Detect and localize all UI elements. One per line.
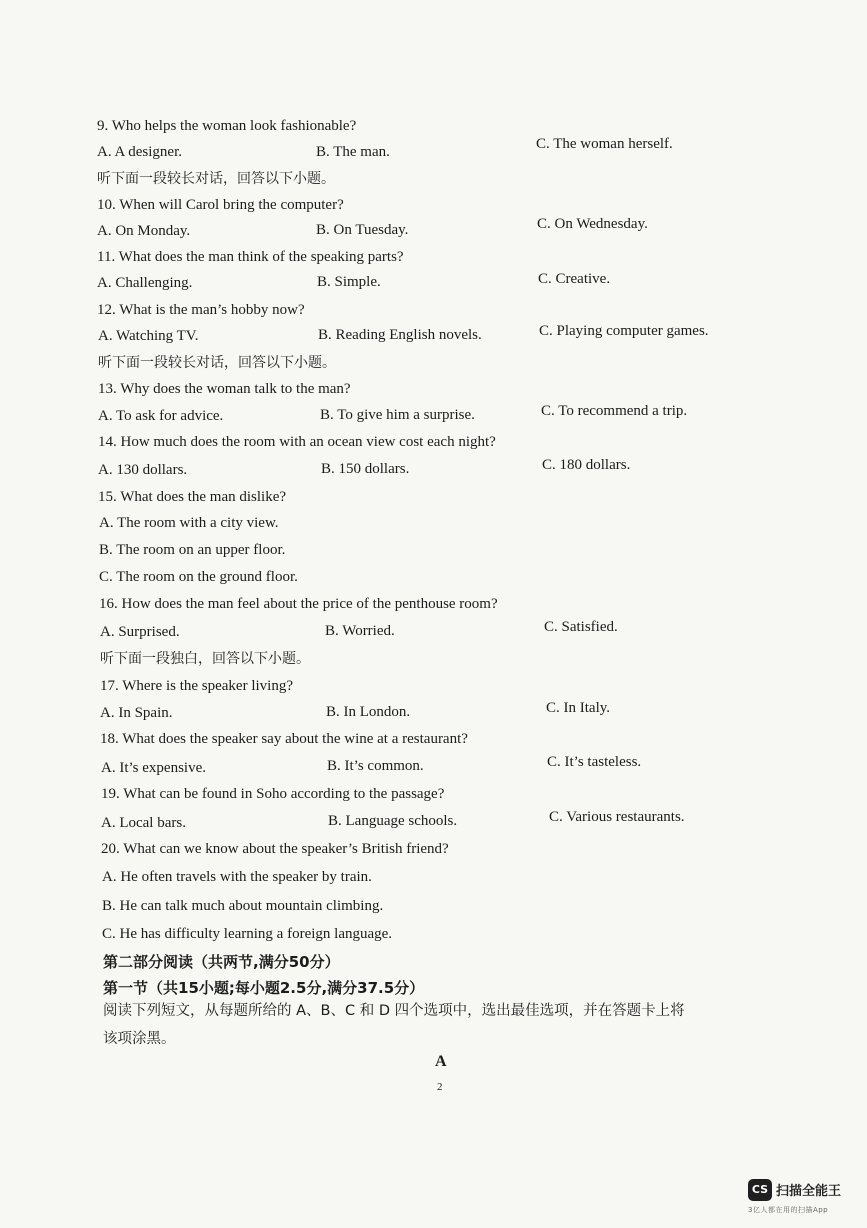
q9-option-c: C. The woman herself. bbox=[536, 136, 673, 152]
q18-option-b: B. It’s common. bbox=[327, 758, 424, 774]
question-17: 17. Where is the speaker living? bbox=[100, 678, 293, 694]
scanner-watermark bbox=[748, 1177, 856, 1223]
q11-option-b: B. Simple. bbox=[317, 274, 381, 290]
q12-option-a: A. Watching TV. bbox=[98, 328, 199, 344]
question-19: 19. What can be found in Soho according to the passage? bbox=[101, 786, 445, 802]
instruction-monologue: 听下面一段独白，回答以下小题。 bbox=[100, 651, 310, 667]
q15-option-c: C. The room on the ground floor. bbox=[99, 569, 298, 585]
question-16: 16. How does the man feel about the price of the penthouse room? bbox=[99, 596, 498, 612]
q11-option-c: C. Creative. bbox=[538, 271, 611, 287]
q14-option-c: C. 180 dollars. bbox=[542, 457, 631, 473]
q11-option-a: A. Challenging. bbox=[97, 275, 193, 291]
question-15: 15. What does the man dislike? bbox=[98, 489, 287, 505]
q19-option-b: B. Language schools. bbox=[328, 813, 458, 829]
passage-label: A bbox=[435, 1053, 447, 1070]
q13-option-b: B. To give him a surprise. bbox=[320, 407, 475, 423]
question-12: 12. What is the man’s hobby now? bbox=[97, 302, 305, 318]
question-10: 10. When will Carol bring the computer? bbox=[97, 197, 344, 213]
question-20: 20. What can we know about the speaker’s British friend? bbox=[101, 841, 449, 857]
q12-option-c: C. Playing computer games. bbox=[539, 323, 709, 339]
part2-directions: 阅读下列短文，从每题所给的 A、B、C 和 D 四个选项中，选出最佳选项，并在答题卡上将 bbox=[103, 1003, 685, 1019]
q15-option-a: A. The room with a city view. bbox=[99, 515, 279, 531]
instruction-long-dialogue: 听下面一段较长对话，回答以下小题。 bbox=[97, 171, 335, 187]
page-number: 2 bbox=[437, 1081, 443, 1093]
q20-option-b: B. He can talk much about mountain climbing. bbox=[102, 898, 384, 914]
q9-option-b: B. The man. bbox=[316, 144, 390, 160]
q17-option-b: B. In London. bbox=[326, 704, 411, 720]
q10-option-a: A. On Monday. bbox=[97, 223, 191, 239]
q19-option-c: C. Various restaurants. bbox=[549, 809, 685, 825]
instruction-long-dialogue-2: 听下面一段较长对话，回答以下小题。 bbox=[98, 355, 336, 371]
q14-option-b: B. 150 dollars. bbox=[321, 461, 410, 477]
q20-option-a: A. He often travels with the speaker by train. bbox=[102, 869, 372, 885]
question-14: 14. How much does the room with an ocean view cost each night? bbox=[98, 434, 496, 450]
question-11: 11. What does the man think of the speaking parts? bbox=[97, 249, 404, 265]
q19-option-a: A. Local bars. bbox=[101, 815, 186, 831]
watermark-title: 扫描全能王 bbox=[776, 1184, 842, 1199]
camscanner-logo-icon: CS bbox=[748, 1179, 772, 1201]
q18-option-c: C. It’s tasteless. bbox=[547, 754, 642, 770]
q12-option-b: B. Reading English novels. bbox=[318, 327, 482, 343]
q14-option-a: A. 130 dollars. bbox=[98, 462, 188, 478]
q10-option-b: B. On Tuesday. bbox=[316, 222, 409, 238]
q16-option-a: A. Surprised. bbox=[100, 624, 180, 640]
q13-option-c: C. To recommend a trip. bbox=[541, 403, 688, 419]
q20-option-c: C. He has difficulty learning a foreign language. bbox=[102, 926, 393, 942]
q17-option-a: A. In Spain. bbox=[100, 705, 173, 721]
part2-section1: 第一节（共15小题;每小题2.5分,满分37.5分） bbox=[103, 979, 425, 997]
question-13: 13. Why does the woman talk to the man? bbox=[98, 381, 351, 397]
q9-option-a: A. A designer. bbox=[97, 144, 182, 160]
q16-option-b: B. Worried. bbox=[325, 623, 395, 639]
watermark-subtitle: 3亿人都在用的扫描App bbox=[748, 1206, 829, 1214]
q15-option-b: B. The room on an upper floor. bbox=[99, 542, 286, 558]
part2-title: 第二部分阅读（共两节,满分50分） bbox=[103, 953, 340, 971]
q10-option-c: C. On Wednesday. bbox=[537, 216, 648, 232]
q13-option-a: A. To ask for advice. bbox=[98, 408, 224, 424]
q16-option-c: C. Satisfied. bbox=[544, 619, 618, 635]
question-18: 18. What does the speaker say about the wine at a restaurant? bbox=[100, 731, 468, 747]
question-9: 9. Who helps the woman look fashionable? bbox=[97, 118, 357, 134]
q17-option-c: C. In Italy. bbox=[546, 700, 611, 716]
q18-option-a: A. It’s expensive. bbox=[101, 760, 206, 776]
part2-directions-cont: 该项涂黑。 bbox=[103, 1031, 176, 1047]
